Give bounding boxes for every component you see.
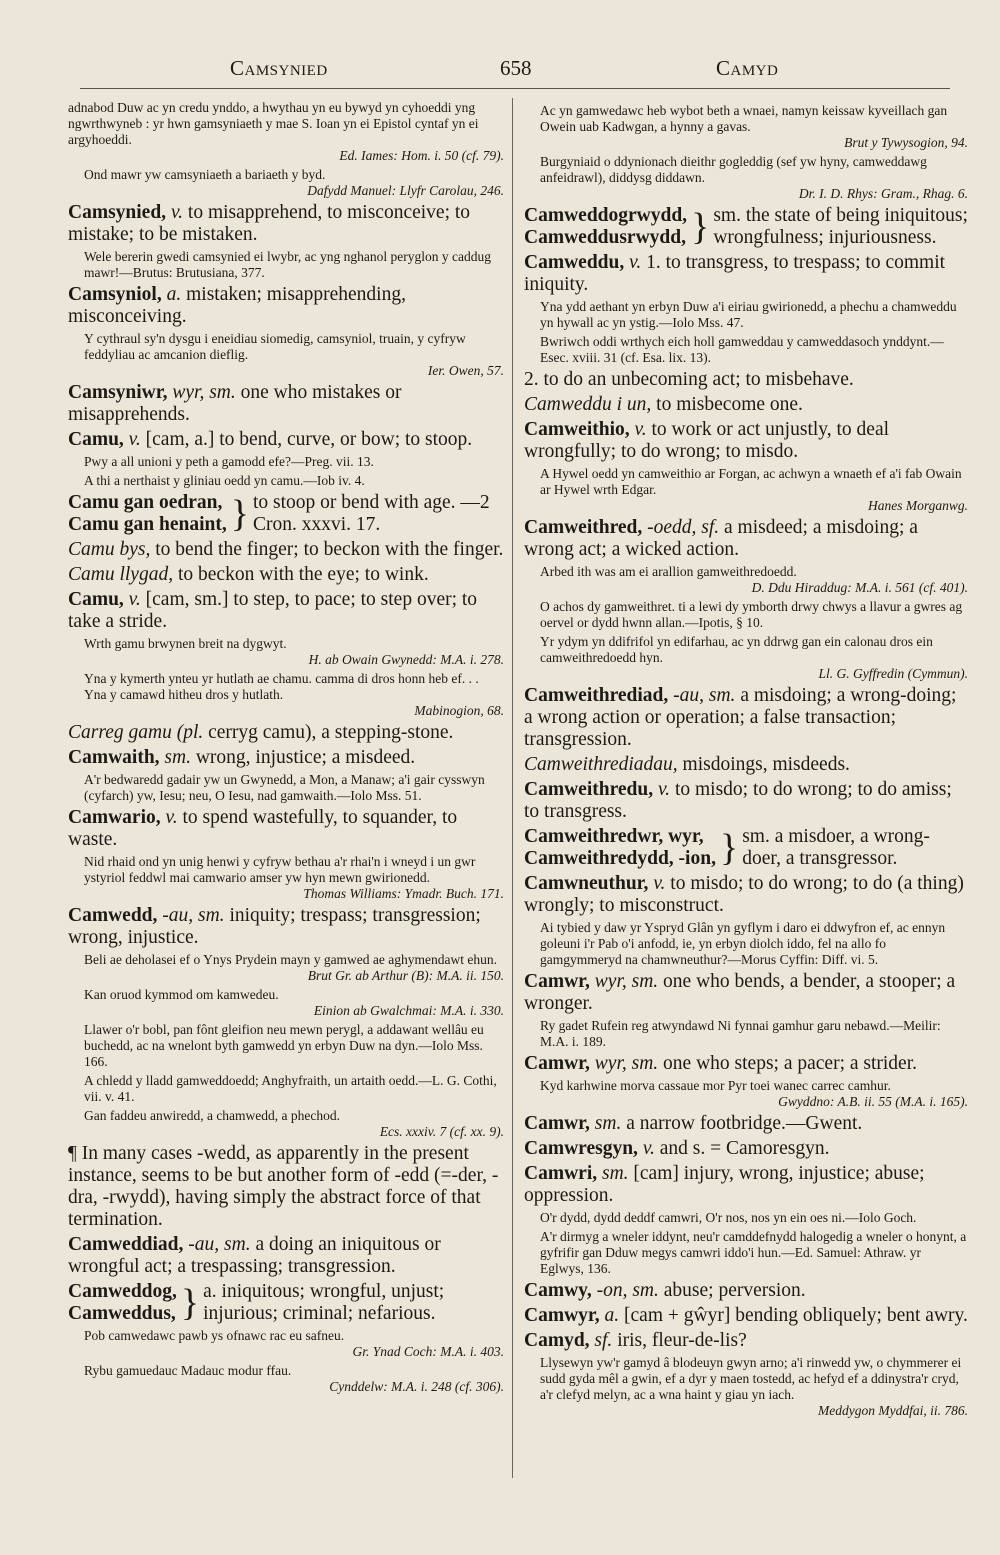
entry-headword: Camu, [68, 429, 124, 450]
quotation: O'r dydd, dydd deddf camwri, O'r nos, nos yn ein oes ni.—Iolo Goch. [540, 1210, 917, 1225]
right-column [524, 100, 968, 1421]
citation: H. ab Owain Gwynedd: M.A. i. 278. [308, 652, 504, 667]
entry-definition: a misdoing; a wrong-doing; a wrong action or operation; a false transaction; transgression. [524, 685, 957, 750]
entry-grammar: -au, sm. [668, 685, 741, 706]
paired-entry [524, 205, 968, 249]
entry-definition: iniquity; trespass; transgression; wrong, injustice. [68, 905, 481, 948]
quotation: O achos dy gamweithret. ti a lewi dy ymborth drwy chwys a llavur a gwres ag oervel or dydd hwnn allan.—Ipotis, § 10. [540, 599, 963, 630]
brace-symbol: } [719, 827, 739, 869]
dictionary-entry [524, 685, 968, 751]
entry-headword: Camu, [68, 589, 124, 610]
entry-grammar: a. [599, 1305, 625, 1326]
quotation: Ond mawr yw camsyniaeth a bariaeth y byd. [84, 167, 326, 182]
sub-entry [524, 369, 968, 391]
sub-entry-phrase: Camu llygad, [68, 564, 178, 585]
entry-grammar: sf. [589, 1330, 618, 1351]
citation: Gwyddno: A.B. ii. 55 (M.A. i. 165). [778, 1094, 968, 1109]
entry-grammar: -au, sm. [183, 1234, 256, 1255]
sub-entry-definition: to misbecome one. [656, 394, 803, 415]
column-divider [512, 98, 513, 1478]
sub-entry-definition: misdoings, misdeeds. [682, 754, 850, 775]
entry-definition: wrong, injustice; a misdeed. [195, 747, 416, 768]
citation: Gr. Ynad Coch: M.A. i. 403. [352, 1344, 504, 1359]
sub-entry-definition: ¶ In many cases -wedd, as apparently in the present instance, seems to be but another form of -edd (=-der, -dra, -rwydd), having simply the abstract force of that termination. [68, 1143, 499, 1230]
entry-definition: to work or act unjustly, to deal wrongfully; to do wrong; to misdo. [524, 419, 890, 462]
entry-definition: abuse; perversion. [663, 1280, 806, 1301]
entry-headword: Camyd, [524, 1330, 590, 1351]
entry-grammar: wyr, sm. [589, 1053, 664, 1074]
paired-headwords [524, 205, 687, 249]
quotation: Arbed ith was am ei arallion gamweithredoedd. [540, 564, 797, 579]
entry-grammar: a. [161, 284, 187, 305]
entry-definition: sm. a misdoer, a wrong-doer, a transgressor. [742, 826, 930, 869]
quotation-continued: adnabod Duw ac yn credu ynddo, a hwythau yn eu bywyd yn cyhoeddi yng ngwrthwyneb : yr hwn gamsyniaeth y mae S. Ioan yn ei Epistol cyntaf yn ei argyhoeddi. [68, 100, 479, 147]
citation: Thomas Williams: Ymadr. Buch. 171. [303, 886, 504, 901]
paired-entry [68, 1281, 504, 1325]
entry-headword: Camwri, [524, 1163, 598, 1184]
entry-grammar: v. [624, 252, 647, 273]
citation: Ll. G. Gyffredin (Cymmun). [818, 666, 968, 681]
entry-definition: a doing an iniquitous or wrongful act; a trespassing; transgression. [68, 1234, 441, 1277]
quotation: Ai tybied y daw yr Yspryd Glân yn gyflym i daro ei ddwyfron ef, ac ennyn goleuni i'r Pab o'i anfodd, ie, yn erbyn diolch iddo, fel na allo fo gamgymmeryd na chamwneuthur?—Morus Cyffin: Diff. vi. 5. [540, 920, 946, 967]
entry-headword: Camwario, [68, 807, 161, 828]
entry-grammar: sm. [159, 747, 196, 768]
citation: Meddygon Myddfai, ii. 786. [818, 1403, 968, 1418]
entry-headword: Camweithredu, [524, 779, 654, 800]
entry-definition: to spend wastefully, to squander, to waste. [68, 807, 458, 850]
citation: Hanes Morganwg. [868, 498, 968, 513]
entry-definition: [cam, sm.] to step, to pace; to step over; to take a stride. [68, 589, 478, 632]
entry-headword: Camu gan henaint, [68, 514, 227, 535]
sub-entry [524, 394, 968, 416]
sub-entry-definition: cerryg camu), a stepping-stone. [208, 722, 454, 743]
page-number: 658 [500, 56, 532, 80]
entry-grammar: v. [648, 873, 671, 894]
citation: Mabinogion, 68. [414, 703, 504, 718]
citation: Brut Gr. ab Arthur (B): M.A. ii. 150. [307, 968, 504, 983]
quotation: Pwy a all unioni y peth a gamodd efe?—Preg. vii. 13. [84, 454, 374, 469]
quotation: A'r dirmyg a wneler iddynt, neu'r camddefnydd halogedig a wneler o honynt, a gyfrifir gan Dduw megys camwri iddo'i hun.—Ed. Samuel: Athraw. yr Eglwys, 136. [540, 1229, 967, 1276]
dictionary-entry [68, 429, 504, 451]
entry-definition: a narrow footbridge.—Gwent. [626, 1113, 863, 1134]
quotation: Yr ydym yn ddifrifol yn edifarhau, ac yn ddrwg gan ein calonau dros ein camweithredoedd hyn. [540, 634, 933, 665]
entry-headword: Camwaith, [68, 747, 160, 768]
entry-grammar: v. [123, 589, 146, 610]
entry-definition: one who bends, a bender, a stooper; a wronger. [524, 971, 956, 1014]
entry-headword: Camsynied, [68, 202, 167, 223]
brace-symbol: } [180, 1282, 200, 1324]
entry-headword: Camweddu, [524, 252, 625, 273]
quotation: Y cythraul sy'n dysgu i eneidiau siomedig, camsyniol, truain, y cyfryw feddyliau ac amcanion dieflig. [84, 331, 466, 362]
entry-headword: Camwr, [524, 1053, 590, 1074]
entry-grammar: v. [123, 429, 146, 450]
entry-headword: Camwy, [524, 1280, 592, 1301]
entry-headword: Camwyr, [524, 1305, 600, 1326]
dictionary-entry [68, 807, 504, 851]
entry-headword: Camwneuthur, [524, 873, 649, 894]
entry-headword: Camwr, [524, 1113, 590, 1134]
quotation: A Hywel oedd yn camweithio ar Forgan, ac achwyn a wnaeth ef a'i fab Owain ar Hywel wrth Edgar. [540, 466, 962, 497]
entry-headword: Camweddogrwydd, [524, 205, 688, 226]
dictionary-entry [524, 1330, 968, 1352]
dictionary-entry [524, 1138, 968, 1160]
dictionary-entry [524, 419, 968, 463]
header-left-guideword: Camsynied [230, 56, 328, 80]
entry-definition: 1. to transgress, to trespass; to commit iniquity. [524, 252, 946, 295]
citation: Ier. Owen, 57. [427, 363, 504, 378]
entry-grammar: v. [629, 419, 652, 440]
sub-entry-phrase: Carreg gamu (pl. [68, 722, 209, 743]
sub-entry-definition: 2. to do an unbecoming act; to misbehave. [524, 369, 854, 390]
entry-grammar: v. [637, 1138, 660, 1159]
header-rule [80, 88, 950, 89]
quotation: A'r bedwaredd gadair yw un Gwynedd, a Mon, a Manaw; a'i gair cysswyn (cyfarch) yw, Iesu; neu, O Iesu, nad gamwaith.—Iolo Mss. 51. [84, 772, 485, 803]
entry-definition: [cam] injury, wrong, injustice; abuse; oppression. [524, 1163, 925, 1206]
citation: D. Ddu Hiraddug: M.A. i. 561 (cf. 401). [751, 580, 968, 595]
entry-grammar: sm. [589, 1113, 627, 1134]
dictionary-entry [68, 202, 504, 246]
dictionary-entry [524, 1113, 968, 1135]
quotation: Wele bererin gwedi camsynied ei lwybr, ac yng nghanol peryglon y caddug mawr!—Brutus: Brutusiana, 377. [84, 249, 491, 280]
sub-entry-phrase: Camweddu i un, [524, 394, 657, 415]
quotation: Beli ae deholasei ef o Ynys Prydein mayn y gamwed ae aghymendawt ehun. [84, 952, 498, 967]
left-column [68, 100, 504, 1397]
dictionary-entry [524, 779, 968, 823]
dictionary-entry [524, 1163, 968, 1207]
entry-headword: Camweithredydd, -ion, [524, 848, 716, 869]
entry-headword: Camweddog, [68, 1281, 177, 1302]
dictionary-entry [524, 252, 968, 296]
brace-symbol: } [691, 206, 710, 248]
quotation: Rybu gamuedauc Madauc modur ffau. [84, 1363, 292, 1378]
quotation: Yna y kymerth ynteu yr hutlath ae chamu. camma di dros honn heb ef. . . Yna y camawd hitheu dros y hutlath. [84, 671, 479, 702]
entry-definition: one who mistakes or misapprehends. [68, 382, 402, 425]
dictionary-entry [68, 747, 504, 769]
entry-definition: iris, fleur-de-lis? [617, 1330, 747, 1351]
citation: Cynddelw: M.A. i. 248 (cf. 306). [329, 1379, 504, 1394]
dictionary-entry [524, 873, 968, 917]
entry-grammar: wyr, sm. [589, 971, 664, 992]
entry-definition: and s. = Camoresgyn. [659, 1138, 830, 1159]
quotation: Bwriwch oddi wrthych eich holl gamweddau y camweddasoch ynddynt.—Esec. xviii. 31 (cf. Esa. lix. 13). [540, 334, 944, 365]
entry-grammar: -on, sm. [591, 1280, 664, 1301]
sub-entry [68, 1143, 504, 1231]
entry-headword: Camwr, [524, 971, 590, 992]
entry-grammar: v. [166, 202, 188, 223]
entry-headword: Camweithredwr, wyr, [524, 826, 704, 847]
entry-grammar: -oedd, sf. [642, 517, 725, 538]
citation: Ecs. xxxiv. 7 (cf. xx. 9). [379, 1124, 504, 1139]
entry-definition: to misdo; to do wrong; to do (a thing) wrongly; to misconstruct. [524, 873, 964, 916]
entry-definition: to stoop or bend with age. —2 Cron. xxxvi. 17. [253, 492, 490, 535]
entry-headword: Camweithrediad, [524, 685, 669, 706]
citation: Ed. Iames: Hom. i. 50 (cf. 79). [339, 148, 504, 163]
quotation: Pob camwedawc pawb ys ofnawc rac eu safneu. [84, 1328, 345, 1343]
sub-entry-definition: to beckon with the eye; to wink. [177, 564, 429, 585]
paired-headwords [524, 826, 716, 870]
entry-definition: a. iniquitous; wrongful, unjust; injurious; criminal; nefarious. [203, 1281, 445, 1324]
paired-entry [68, 492, 504, 536]
entry-definition: mistaken; misapprehending, misconceiving. [68, 284, 406, 327]
entry-headword: Camwresgyn, [524, 1138, 638, 1159]
entry-grammar: -au, sm. [157, 905, 230, 926]
quotation: A thi a nerthaist y gliniau oedd yn camu.—Iob iv. 4. [84, 473, 365, 488]
entry-headword: Camweddus, [68, 1303, 176, 1324]
entry-headword: Camweddiad, [68, 1234, 184, 1255]
dictionary-entry [524, 971, 968, 1015]
sub-entry-phrase: Camweithrediadau, [524, 754, 683, 775]
page-header [0, 56, 1000, 86]
brace-symbol: } [230, 493, 249, 535]
dictionary-entry [524, 1280, 968, 1302]
dictionary-entry [68, 382, 504, 426]
entry-grammar: v. [653, 779, 675, 800]
quotation: Kan oruod kymmod om kamwedeu. [84, 987, 279, 1002]
sub-entry [68, 564, 504, 586]
entry-definition: one who steps; a pacer; a strider. [663, 1053, 918, 1074]
sub-entry [524, 754, 968, 776]
entry-headword: Camweithred, [524, 517, 643, 538]
entry-headword: Camwedd, [68, 905, 158, 926]
dictionary-entry [68, 1234, 504, 1278]
quotation: Kyd karhwine morva cassaue mor Pyr toei wanec carrec camhur. [540, 1078, 891, 1093]
quotation: Llawer o'r bobl, pan fônt gleifion neu mewn perygl, a addawant wellâu eu buchedd, ac na wnelont byth gamwedd yn erbyn Duw na dyn.—Iolo Mss. 166. [84, 1022, 484, 1069]
quotation: Wrth gamu brwynen breit na dygwyt. [84, 636, 287, 651]
quotation: Ac yn gamwedawc heb wybot beth a wnaei, namyn keissaw kyveillach gan Owein uab Kadwgan, a hynny a gavas. [540, 103, 948, 134]
quotation: Burgyniaid o ddynionach dieithr gogleddig (sef yw hyny, camweddawg anfeidrawl), diddysg diddawn. [540, 154, 927, 185]
entry-grammar: sm. [597, 1163, 634, 1184]
dictionary-entry [524, 517, 968, 561]
quotation: A chledd y lladd gamweddoedd; Anghyfraith, un artaith oedd.—L. G. Cothi, vii. v. 41. [84, 1073, 497, 1104]
quotation: Ry gadet Rufein reg atwyndawd Ni fynnai gamhur garu nebawd.—Meilir: M.A. i. 189. [540, 1018, 941, 1049]
entry-definition: to misdo; to do wrong; to do amiss; to transgress. [524, 779, 952, 822]
dictionary-entry [68, 589, 504, 633]
sub-entry-phrase: Camu bys, [68, 539, 156, 560]
quotation: Gan faddeu anwiredd, a chamwedd, a phechod. [84, 1108, 341, 1123]
paired-headwords [68, 1281, 177, 1325]
entry-definition: a misdeed; a misdoing; a wrong act; a wicked action. [524, 517, 918, 560]
entry-headword: Camsyniwr, [68, 382, 168, 403]
sub-entry [68, 722, 504, 744]
paired-headwords [68, 492, 227, 536]
dictionary-entry [524, 1053, 968, 1075]
citation: Dr. I. D. Rhys: Gram., Rhag. 6. [798, 186, 968, 201]
entry-definition: sm. the state of being iniquitous; wrongfulness; injuriousness. [713, 205, 968, 248]
entry-grammar: v. [160, 807, 183, 828]
citation: Einion ab Gwalchmai: M.A. i. 330. [313, 1003, 504, 1018]
entry-headword: Camweithio, [524, 419, 630, 440]
sub-entry-definition: to bend the finger; to beckon with the finger. [155, 539, 504, 560]
entry-grammar: wyr, sm. [167, 382, 241, 403]
entry-definition: [cam, a.] to bend, curve, or bow; to stoop. [145, 429, 473, 450]
quotation: Nid rhaid ond yn unig henwi y cyfryw bethau a'r rhai'n i wneyd i un gwr ystyriol feddwl mai camwario amser yw hyn mewn gwirionedd. [84, 854, 476, 885]
entry-headword: Camweddusrwydd, [524, 227, 686, 248]
entry-definition: to misapprehend, to misconceive; to mistake; to be mistaken. [68, 202, 471, 245]
quotation: Llysewyn yw'r gamyd â blodeuyn gwyn arno; a'i rinwedd yw, o chymmerer ei sudd gyda mêl a gwin, ef a dyr y maen tostedd, ac hefyd ef a ddinystra'r cryd, a'r clefyd melyn, ac a wna haint y giau yn iach. [540, 1355, 962, 1402]
dictionary-entry [524, 1305, 968, 1327]
citation: Dafydd Manuel: Llyfr Carolau, 246. [307, 183, 504, 198]
entry-headword: Camu gan oedran, [68, 492, 223, 513]
dictionary-entry [68, 284, 504, 328]
sub-entry [68, 539, 504, 561]
quotation: Yna ydd aethant yn erbyn Duw a'i eiriau gwirionedd, a phechu a chamweddu yn hywall ac yn ystig.—Iolo Mss. 47. [540, 299, 957, 330]
header-right-guideword: Camyd [716, 56, 779, 80]
dictionary-entry [68, 905, 504, 949]
entry-headword: Camsyniol, [68, 284, 162, 305]
entry-definition: [cam + gŵyr] bending obliquely; bent awry. [624, 1305, 968, 1326]
paired-entry [524, 826, 968, 870]
citation: Brut y Tywysogion, 94. [844, 135, 968, 150]
